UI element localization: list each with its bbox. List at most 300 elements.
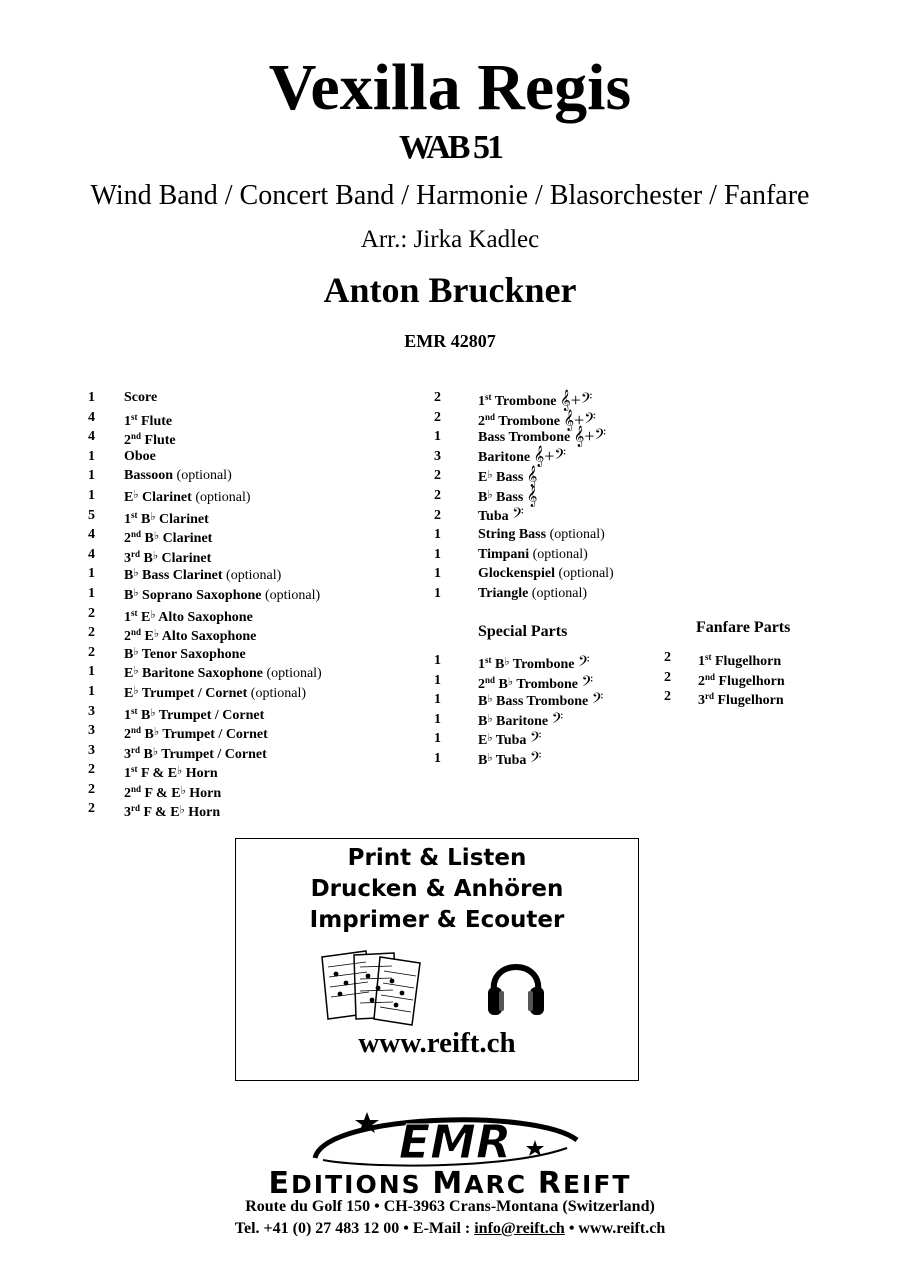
part-quantity: 2 [88, 644, 95, 660]
part-quantity: 1 [434, 731, 441, 747]
part-name [478, 545, 588, 565]
bass-clef-icon: 𝄢 [594, 426, 607, 447]
part-key: B [144, 727, 154, 743]
publisher-name [0, 1166, 900, 1201]
part-key: B [141, 511, 151, 527]
contact-website: • www.reift.ch [564, 1220, 666, 1237]
part-name [478, 486, 537, 508]
part-quantity: 4 [88, 546, 95, 562]
part-ordinal: 2 [124, 785, 131, 801]
work-number: WAB 51 [399, 129, 501, 166]
part-key: B [495, 657, 505, 672]
part-list-item [434, 564, 734, 584]
part-list-item [88, 741, 418, 761]
part-name [124, 466, 232, 486]
part-list-item [434, 486, 734, 506]
part-ordinal-suffix: st [131, 607, 138, 618]
part-quantity: 1 [434, 711, 441, 727]
part-key: B [144, 531, 154, 547]
part-instrument: Oboe [124, 448, 156, 464]
treble-clef-icon: 𝄞 [573, 426, 585, 447]
part-ordinal-suffix: nd [131, 627, 142, 638]
part-ordinal-suffix: st [131, 764, 138, 775]
flat-sign-icon: ♭ [487, 488, 493, 501]
part-ordinal-suffix: nd [485, 674, 496, 685]
part-key: E [124, 685, 134, 701]
publisher-contact [0, 1218, 900, 1240]
part-key: B [143, 746, 153, 762]
part-quantity: 3 [434, 448, 441, 464]
part-instrument: Clarinet [162, 531, 213, 547]
part-ordinal: 2 [478, 413, 485, 429]
flat-sign-icon: ♭ [150, 510, 156, 523]
part-ordinal-suffix: st [131, 705, 138, 716]
part-quantity: 1 [434, 527, 441, 543]
part-list-item [88, 604, 418, 624]
part-name [478, 729, 542, 751]
part-list-item [88, 584, 418, 604]
plus-sign: + [584, 426, 595, 447]
part-instrument: Baritone [478, 449, 531, 465]
part-optional-note: (optional) [226, 568, 282, 584]
part-list-item [88, 525, 418, 545]
treble-clef-icon: 𝄞 [526, 485, 538, 506]
part-list-item [88, 682, 418, 702]
bass-clef-icon: 𝄢 [580, 390, 593, 410]
part-name [124, 682, 306, 704]
part-list-item [434, 525, 734, 545]
part-instrument: Bass [496, 489, 524, 505]
part-instrument: Clarinet [161, 550, 212, 566]
part-ordinal-suffix: st [485, 392, 492, 402]
part-name [124, 388, 157, 408]
part-quantity: 2 [434, 409, 441, 425]
part-list-item [88, 799, 418, 819]
part-name [698, 687, 784, 711]
part-quantity: 1 [88, 487, 95, 503]
part-instrument: String Bass [478, 527, 547, 543]
bass-clef-icon: 𝄢 [529, 748, 542, 769]
part-key: B [478, 489, 488, 505]
parts-list-left [88, 388, 418, 819]
flat-sign-icon: ♭ [150, 608, 156, 621]
part-key: E [144, 629, 154, 645]
part-ordinal: 1 [698, 654, 705, 669]
catalog-number: EMR 42807 [404, 331, 496, 351]
composer-name: Anton Bruckner [323, 270, 577, 310]
part-name [478, 690, 603, 712]
part-quantity: 1 [88, 585, 95, 601]
part-ordinal-suffix: rd [131, 803, 140, 814]
part-instrument: F & E [141, 766, 178, 782]
part-optional-note: (optional) [558, 566, 614, 582]
part-instrument: Bass [496, 470, 524, 486]
flat-sign-icon: ♭ [487, 469, 493, 482]
part-list-item [664, 668, 834, 688]
part-name [478, 584, 587, 604]
part-quantity: 3 [88, 742, 95, 758]
part-optional-note: (optional) [549, 527, 605, 543]
flat-sign-icon: ♭ [133, 665, 139, 678]
part-optional-note: (optional) [250, 685, 307, 701]
part-ordinal: 2 [124, 727, 131, 743]
promo-line-german: Drucken & Anhören [310, 876, 564, 902]
part-instrument: Flute [144, 433, 176, 449]
bass-clef-icon: 𝄢 [529, 729, 542, 750]
ensemble-line: Wind Band / Concert Band / Harmonie / Blasorchester / Fanfare [90, 180, 810, 211]
part-key: E [124, 489, 134, 505]
part-ordinal-suffix: nd [131, 725, 142, 736]
flat-sign-icon: ♭ [153, 726, 160, 739]
part-optional-note: (optional) [195, 489, 251, 505]
part-instrument: Trombone [516, 676, 579, 692]
part-instrument: Alto Saxophone [158, 609, 253, 625]
flat-sign-icon: ♭ [150, 706, 156, 719]
part-instrument: Bass Trombone [478, 430, 571, 446]
part-quantity: 4 [88, 409, 95, 425]
part-ordinal-suffix: st [705, 652, 712, 662]
part-ordinal: 1 [478, 657, 485, 672]
part-instrument: Trumpet / Cornet [158, 707, 265, 723]
part-ordinal: 1 [124, 511, 131, 527]
part-key: E [124, 666, 134, 682]
flat-sign-icon: ♭ [507, 675, 514, 688]
part-ordinal-suffix: nd [131, 431, 142, 442]
part-instrument: Bass Clarinet [142, 568, 223, 584]
bass-clef-icon: 𝄢 [591, 690, 604, 711]
part-quantity: 2 [434, 468, 441, 484]
part-quantity: 1 [88, 664, 95, 680]
part-instrument: Trombone [512, 657, 575, 672]
part-quantity: 2 [88, 781, 95, 797]
flat-sign-icon: ♭ [487, 712, 493, 725]
flat-sign-icon: ♭ [487, 693, 493, 706]
emr-logo [305, 1108, 595, 1172]
part-list-item [434, 506, 734, 526]
part-key: B [124, 587, 134, 603]
bass-clef-icon: 𝄢 [584, 409, 596, 430]
part-key: E [141, 609, 151, 625]
plus-sign: + [544, 445, 555, 466]
part-optional-note: (optional) [531, 585, 588, 601]
part-instrument: Clarinet [159, 511, 209, 527]
contact-email-link[interactable]: info@reift.ch [474, 1220, 565, 1237]
part-quantity: 1 [434, 672, 441, 688]
part-quantity: 1 [88, 468, 95, 484]
part-instrument: Trumpet / Cornet [162, 727, 268, 743]
part-instrument: Tuba [495, 733, 527, 749]
flat-sign-icon: ♭ [133, 488, 139, 501]
part-instrument: Baritone Saxophone [142, 666, 264, 682]
special-parts-list [434, 651, 654, 769]
bass-clef-icon: 𝄢 [581, 672, 594, 693]
flat-sign-icon: ♭ [133, 567, 139, 580]
part-quantity: 2 [664, 669, 671, 685]
part-instrument: Score [124, 390, 158, 405]
publisher-initial: M [432, 1166, 465, 1201]
part-ordinal-suffix: st [131, 411, 138, 422]
part-instrument: Horn [188, 805, 221, 821]
part-quantity: 2 [434, 390, 441, 405]
part-ordinal-suffix: st [485, 655, 492, 665]
part-list-item [434, 671, 654, 691]
part-quantity: 2 [88, 605, 95, 621]
part-optional-note: (optional) [264, 587, 321, 603]
part-instrument: Trombone [498, 413, 560, 429]
flat-sign-icon: ♭ [133, 645, 139, 658]
part-list-item [88, 506, 418, 526]
part-instrument: Clarinet [142, 489, 192, 505]
part-list-item [88, 662, 418, 682]
headphones-icon [486, 947, 546, 1021]
emr-logo-text: EMR [398, 1115, 512, 1169]
part-instrument: Soprano Saxophone [142, 587, 262, 603]
part-instrument: Timpani [478, 546, 530, 562]
part-list-item [88, 427, 418, 447]
part-quantity: 1 [88, 448, 95, 464]
part-list-item [88, 466, 418, 486]
part-name [478, 447, 566, 468]
plus-sign: + [570, 390, 581, 410]
treble-clef-icon: 𝄞 [563, 409, 575, 430]
part-ordinal: 1 [124, 707, 131, 723]
part-ordinal-suffix: rd [131, 548, 140, 559]
part-quantity: 2 [434, 487, 441, 503]
part-list-item [88, 702, 418, 722]
part-quantity: 1 [434, 692, 441, 708]
part-name [478, 525, 605, 545]
part-list-item [434, 447, 734, 467]
part-quantity: 2 [434, 507, 441, 523]
part-ordinal-suffix: nd [131, 783, 142, 794]
part-list-item [88, 780, 418, 800]
promo-line-french: Imprimer & Ecouter [309, 907, 565, 933]
part-list-item [88, 486, 418, 506]
part-optional-note: (optional) [532, 546, 588, 562]
fanfare-parts-heading: Fanfare Parts [696, 619, 791, 636]
part-list-item [434, 427, 734, 447]
part-list-item [434, 545, 734, 565]
part-list-item [434, 408, 734, 428]
print-listen-box [235, 838, 639, 1081]
part-ordinal: 2 [698, 673, 705, 689]
treble-clef-icon: 𝄞 [533, 445, 545, 466]
publisher-word: EIFT [562, 1170, 632, 1199]
part-key: B [143, 550, 153, 566]
treble-clef-icon: 𝄞 [559, 390, 571, 410]
part-key: B [478, 752, 488, 768]
part-list-item [434, 651, 654, 671]
part-ordinal-suffix: rd [705, 691, 714, 702]
part-quantity: 2 [88, 625, 95, 641]
part-list-item [664, 648, 834, 668]
part-instrument: Flugelhorn [715, 654, 782, 669]
part-ordinal: 2 [124, 531, 131, 547]
part-quantity: 1 [434, 429, 441, 445]
part-instrument: Flute [141, 413, 173, 429]
part-quantity: 2 [88, 801, 95, 817]
publisher-initial: R [537, 1166, 563, 1201]
part-instrument: Bassoon [124, 468, 174, 484]
publisher-word: ARC [464, 1170, 538, 1199]
part-instrument: Trumpet / Cornet [161, 746, 267, 762]
part-ordinal-suffix: nd [131, 529, 142, 540]
part-quantity: 2 [88, 762, 95, 778]
part-name [478, 466, 537, 488]
fanfare-parts-list [664, 648, 834, 707]
bass-clef-icon: 𝄢 [578, 653, 590, 673]
part-list-item [88, 721, 418, 741]
parts-list-right [434, 388, 734, 604]
part-name [478, 749, 542, 771]
part-quantity: 3 [88, 703, 95, 719]
part-quantity: 5 [88, 507, 95, 523]
part-ordinal-suffix: nd [705, 671, 716, 682]
part-list-item [434, 388, 734, 408]
part-quantity: 1 [88, 390, 95, 405]
page-title: Vexilla Regis [268, 51, 632, 124]
part-instrument: F & E [143, 805, 180, 821]
part-name [124, 799, 220, 823]
part-instrument: Trumpet / Cornet [141, 685, 248, 701]
part-list-item [88, 564, 418, 584]
part-ordinal: 1 [124, 766, 131, 782]
part-list-item [88, 388, 418, 408]
part-instrument: Horn [189, 785, 222, 801]
flat-sign-icon: ♭ [487, 751, 493, 764]
part-key: B [498, 676, 508, 692]
part-name [124, 486, 251, 508]
part-list-item [434, 466, 734, 486]
part-ordinal: 1 [124, 413, 131, 429]
part-quantity: 4 [88, 527, 95, 543]
bass-clef-icon: 𝄢 [551, 709, 564, 730]
part-name [124, 662, 322, 684]
part-key: B [478, 713, 488, 729]
part-name [124, 447, 156, 467]
part-list-item [88, 408, 418, 428]
part-ordinal: 3 [698, 693, 705, 709]
part-quantity: 1 [434, 585, 441, 601]
part-list-item [434, 690, 654, 710]
contact-phone: Tel. +41 (0) 27 483 12 00 • E-Mail : [234, 1220, 475, 1237]
flat-sign-icon: ♭ [179, 804, 185, 817]
promo-line-english: Print & Listen [347, 845, 527, 871]
sheet-music-icon [318, 947, 428, 1027]
part-key: B [124, 568, 134, 584]
part-list-item [88, 643, 418, 663]
part-name [124, 643, 246, 665]
part-list-item [434, 584, 734, 604]
part-instrument: Tuba [495, 752, 527, 768]
publisher-word: DITIONS [291, 1170, 433, 1199]
part-ordinal: 2 [478, 676, 485, 692]
part-list-item [434, 710, 654, 730]
part-list-item [88, 545, 418, 565]
part-ordinal: 3 [124, 805, 131, 821]
part-ordinal: 1 [478, 394, 485, 409]
part-name [124, 584, 320, 606]
bass-clef-icon: 𝄢 [554, 445, 566, 466]
part-quantity: 1 [434, 546, 441, 562]
flat-sign-icon: ♭ [152, 549, 159, 562]
part-list-item [88, 447, 418, 467]
part-ordinal: 3 [124, 550, 131, 566]
part-instrument: Glockenspiel [478, 566, 556, 582]
part-instrument: F & E [144, 785, 181, 801]
part-name [478, 564, 614, 584]
part-instrument: Tuba [478, 508, 509, 524]
bass-clef-icon: 𝄢 [512, 504, 524, 525]
part-quantity: 1 [88, 683, 95, 699]
part-instrument: Baritone [496, 713, 549, 729]
part-instrument: Flugelhorn [717, 693, 784, 709]
part-optional-note: (optional) [266, 666, 322, 682]
part-key: B [141, 707, 151, 723]
part-quantity: 1 [434, 566, 441, 582]
part-name [478, 427, 606, 448]
flat-sign-icon: ♭ [504, 656, 510, 668]
part-quantity: 1 [434, 653, 441, 668]
part-ordinal-suffix: rd [131, 744, 140, 755]
part-name [478, 506, 524, 527]
part-list-item [434, 729, 654, 749]
part-key: E [478, 470, 488, 486]
part-key: B [124, 646, 134, 662]
flat-sign-icon: ♭ [487, 732, 493, 745]
part-list-item [434, 749, 654, 769]
part-quantity: 2 [664, 689, 671, 705]
flat-sign-icon: ♭ [177, 765, 183, 778]
promo-url[interactable]: www.reift.ch [358, 1027, 516, 1059]
plus-sign: + [574, 409, 585, 430]
part-quantity: 3 [88, 723, 95, 739]
part-ordinal: 1 [124, 609, 131, 625]
special-parts-heading: Special Parts [478, 623, 568, 640]
part-optional-note: (optional) [176, 468, 232, 484]
part-quantity: 4 [88, 429, 95, 445]
arranger-line: Arr.: Jirka Kadlec [360, 226, 540, 253]
publisher-initial: E [268, 1166, 292, 1201]
part-instrument: Tenor Saxophone [141, 646, 246, 662]
flat-sign-icon: ♭ [133, 586, 139, 599]
publisher-address: Route du Golf 150 • CH-3963 Crans-Montana (Switzerland) [245, 1198, 655, 1215]
flat-sign-icon: ♭ [133, 684, 139, 697]
part-instrument: Bass Trombone [496, 694, 589, 710]
part-ordinal-suffix: st [131, 509, 138, 520]
part-list-item [88, 623, 418, 643]
flat-sign-icon: ♭ [153, 530, 160, 543]
part-ordinal: 3 [124, 746, 131, 762]
part-quantity: 1 [88, 566, 95, 582]
part-instrument: Alto Saxophone [161, 629, 257, 645]
part-ordinal: 2 [124, 629, 131, 645]
part-list-item [664, 687, 834, 707]
part-quantity: 2 [664, 650, 671, 665]
treble-clef-icon: 𝄞 [526, 466, 538, 487]
part-instrument: Trombone [494, 394, 557, 409]
part-key: E [478, 733, 488, 749]
flat-sign-icon: ♭ [152, 745, 159, 758]
part-ordinal-suffix: nd [485, 411, 496, 422]
part-instrument: Triangle [478, 585, 529, 601]
part-quantity: 1 [434, 750, 441, 766]
part-name [124, 564, 281, 586]
flat-sign-icon: ♭ [153, 628, 160, 641]
part-key: B [478, 694, 488, 710]
part-instrument: Flugelhorn [718, 673, 785, 689]
part-instrument: Horn [185, 766, 218, 782]
